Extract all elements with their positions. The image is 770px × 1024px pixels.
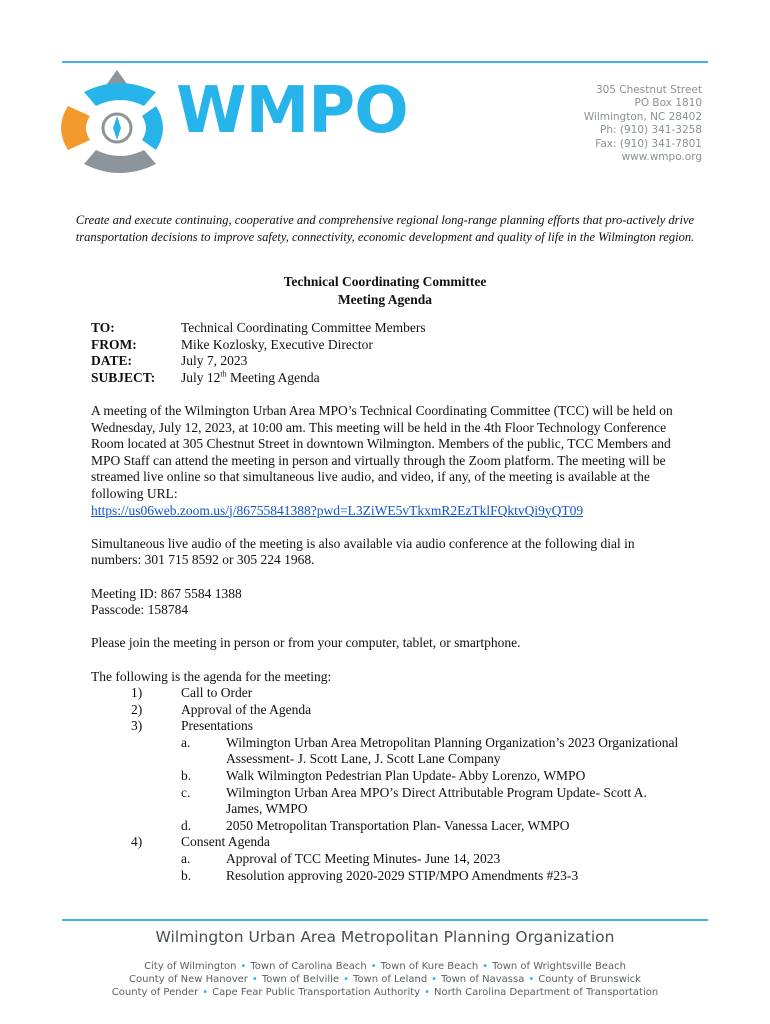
subitem-letter: b. <box>181 867 192 883</box>
subitem-letter: b. <box>181 768 192 784</box>
address-line: Fax: (910) 341-7801 <box>595 137 702 150</box>
agenda-subitem-4a <box>91 851 681 868</box>
agenda-subitem-3d <box>91 818 681 835</box>
agenda-text: Call to Order <box>181 685 253 701</box>
agenda-subitem-3a <box>91 735 681 768</box>
header-rule <box>62 61 708 63</box>
member-line-3: County of Pender • Cape Fear Public Transportation Authority • North Carolina Department of Transportation <box>111 987 659 998</box>
subitem-letter: a. <box>181 734 191 750</box>
agenda-item-3 <box>91 718 681 735</box>
agenda-number: 1) <box>131 685 143 701</box>
zoom-link[interactable]: https://us06web.zoom.us/j/86755841388?pwd=L3ZiWE5vTkxmR2EzTklFQktvQi9yQT09 <box>91 502 584 518</box>
member-name: City of Wilmington <box>144 961 237 972</box>
agenda-text: Consent Agenda <box>181 834 270 850</box>
subitem-letter: d. <box>181 817 192 833</box>
member-name: Town of Wrightsville Beach <box>492 961 626 972</box>
agenda-subitem-3c <box>91 785 681 818</box>
subitem-letter: a. <box>181 851 191 867</box>
title-line-1: Technical Coordinating Committee <box>283 274 487 289</box>
memo-to-row <box>91 320 426 337</box>
to-label: TO: <box>91 320 115 335</box>
agenda-body <box>91 403 681 884</box>
subitem-letter: c. <box>181 784 191 800</box>
member-name: Cape Fear Public Transportation Authority <box>212 987 421 998</box>
member-name: County of Pender <box>111 987 199 998</box>
intro-paragraph: A meeting of the Wilmington Urban Area MPO’s Technical Coordinating Committee (TCC) will be held on Wednesday, July 12, 2023, at 10:00 am. This meeting will be held in the 4th Floor Technology Conference Room located at 305 Chestnut Street in downtown Wilmington. Members of the public, TCC Members and MPO Staff can attend the meeting in person and virtually through the Zoom platform. The meeting will be streamed live online so that simultaneous live audio, and video, if any, of the meeting is available at the following URL: <box>91 403 673 501</box>
subject-rest: Meeting Agenda <box>226 369 320 385</box>
agenda-subitem-4b <box>91 868 681 885</box>
footer-org-name: Wilmington Urban Area Metropolitan Planning Organization <box>155 928 615 946</box>
agenda-subitem-3b <box>91 768 681 785</box>
agenda-text: Approval of the Agenda <box>181 701 312 717</box>
agenda-item-4 <box>91 834 681 851</box>
member-name: Town of Navassa <box>441 974 525 985</box>
memo-from-row <box>91 337 426 354</box>
subitem-text: Walk Wilmington Pedestrian Plan Update- Abby Lorenzo, WMPO <box>226 768 586 784</box>
memo-date-row <box>91 353 426 370</box>
address-line: Wilmington, NC 28402 <box>583 110 702 123</box>
page-title <box>72 273 698 308</box>
website-link[interactable]: www.wmpo.org <box>621 151 702 164</box>
title-line-2: Meeting Agenda <box>337 291 433 307</box>
agenda-number: 2) <box>131 701 143 717</box>
subitem-text: Wilmington Urban Area MPO’s Direct Attributable Program Update- Scott A. James, WMPO <box>226 784 647 817</box>
address-block <box>560 84 702 164</box>
meeting-id: Meeting ID: 867 5584 1388 <box>91 585 242 601</box>
subitem-text: Wilmington Urban Area Metropolitan Planning Organization’s 2023 Organizational Assessment- J. Scott Lane, J. Scott Lane Company <box>226 734 679 767</box>
member-name: North Carolina Department of Transportation <box>434 987 659 998</box>
memo-subject-row <box>91 370 426 387</box>
member-name: County of New Hanover <box>129 974 248 985</box>
subject-value <box>181 370 320 387</box>
member-name: Town of Leland <box>352 974 428 985</box>
from-value: Mike Kozlosky, Executive Director <box>181 336 373 352</box>
subject-ordinal: th <box>220 369 227 379</box>
subitem-text: Approval of TCC Meeting Minutes- June 14, 2023 <box>226 851 501 867</box>
subject-label: SUBJECT: <box>91 369 156 385</box>
member-name: Town of Kure Beach <box>380 961 479 972</box>
date-value: July 7, 2023 <box>181 353 248 369</box>
from-label: FROM: <box>91 336 137 352</box>
address-line: Ph: (910) 341-3258 <box>600 124 702 137</box>
memo-header <box>91 320 426 386</box>
subitem-text: Resolution approving 2020-2029 STIP/MPO Amendments #23-3 <box>226 867 579 883</box>
agenda-item-1 <box>91 685 681 702</box>
member-name: Town of Belville <box>261 974 340 985</box>
agenda-intro: The following is the agenda for the meeting: <box>91 668 332 684</box>
address-line: PO Box 1810 <box>634 97 702 110</box>
subject-date: July 12 <box>181 369 221 385</box>
subitem-text: 2050 Metropolitan Transportation Plan- Vanessa Lacer, WMPO <box>226 817 570 833</box>
agenda-item-2 <box>91 702 681 719</box>
agenda-text: Presentations <box>181 718 253 734</box>
member-name: County of Brunswick <box>538 974 641 985</box>
date-label: DATE: <box>91 353 133 369</box>
member-line-1: City of Wilmington • Town of Carolina Beach • Town of Kure Beach • Town of Wrightsville Beach <box>144 961 626 972</box>
agenda-number: 3) <box>131 718 143 734</box>
agenda-number: 4) <box>131 834 143 850</box>
member-line-2: County of New Hanover • Town of Belville • Town of Leland • Town of Navassa • County of Brunswick <box>129 974 641 985</box>
join-paragraph: Please join the meeting in person or from your computer, tablet, or smartphone. <box>91 635 521 651</box>
audio-paragraph: Simultaneous live audio of the meeting is also available via audio conference at the following dial in numbers: 301 715 8592 or 305 224 1968. <box>91 535 635 568</box>
logo-wordmark: WMPO <box>176 74 408 148</box>
footer-rule <box>62 919 708 921</box>
address-line: 305 Chestnut Street <box>595 84 702 96</box>
passcode: Passcode: 158784 <box>91 602 189 618</box>
to-value: Technical Coordinating Committee Members <box>181 320 426 335</box>
mission-statement: Create and execute continuing, cooperative and comprehensive regional long-range planning efforts that pro-actively drive transportation decisions to improve safety, connectivity, economic development and quality of life in the Wilmington region. <box>75 213 695 244</box>
member-name: Town of Carolina Beach <box>250 961 367 972</box>
